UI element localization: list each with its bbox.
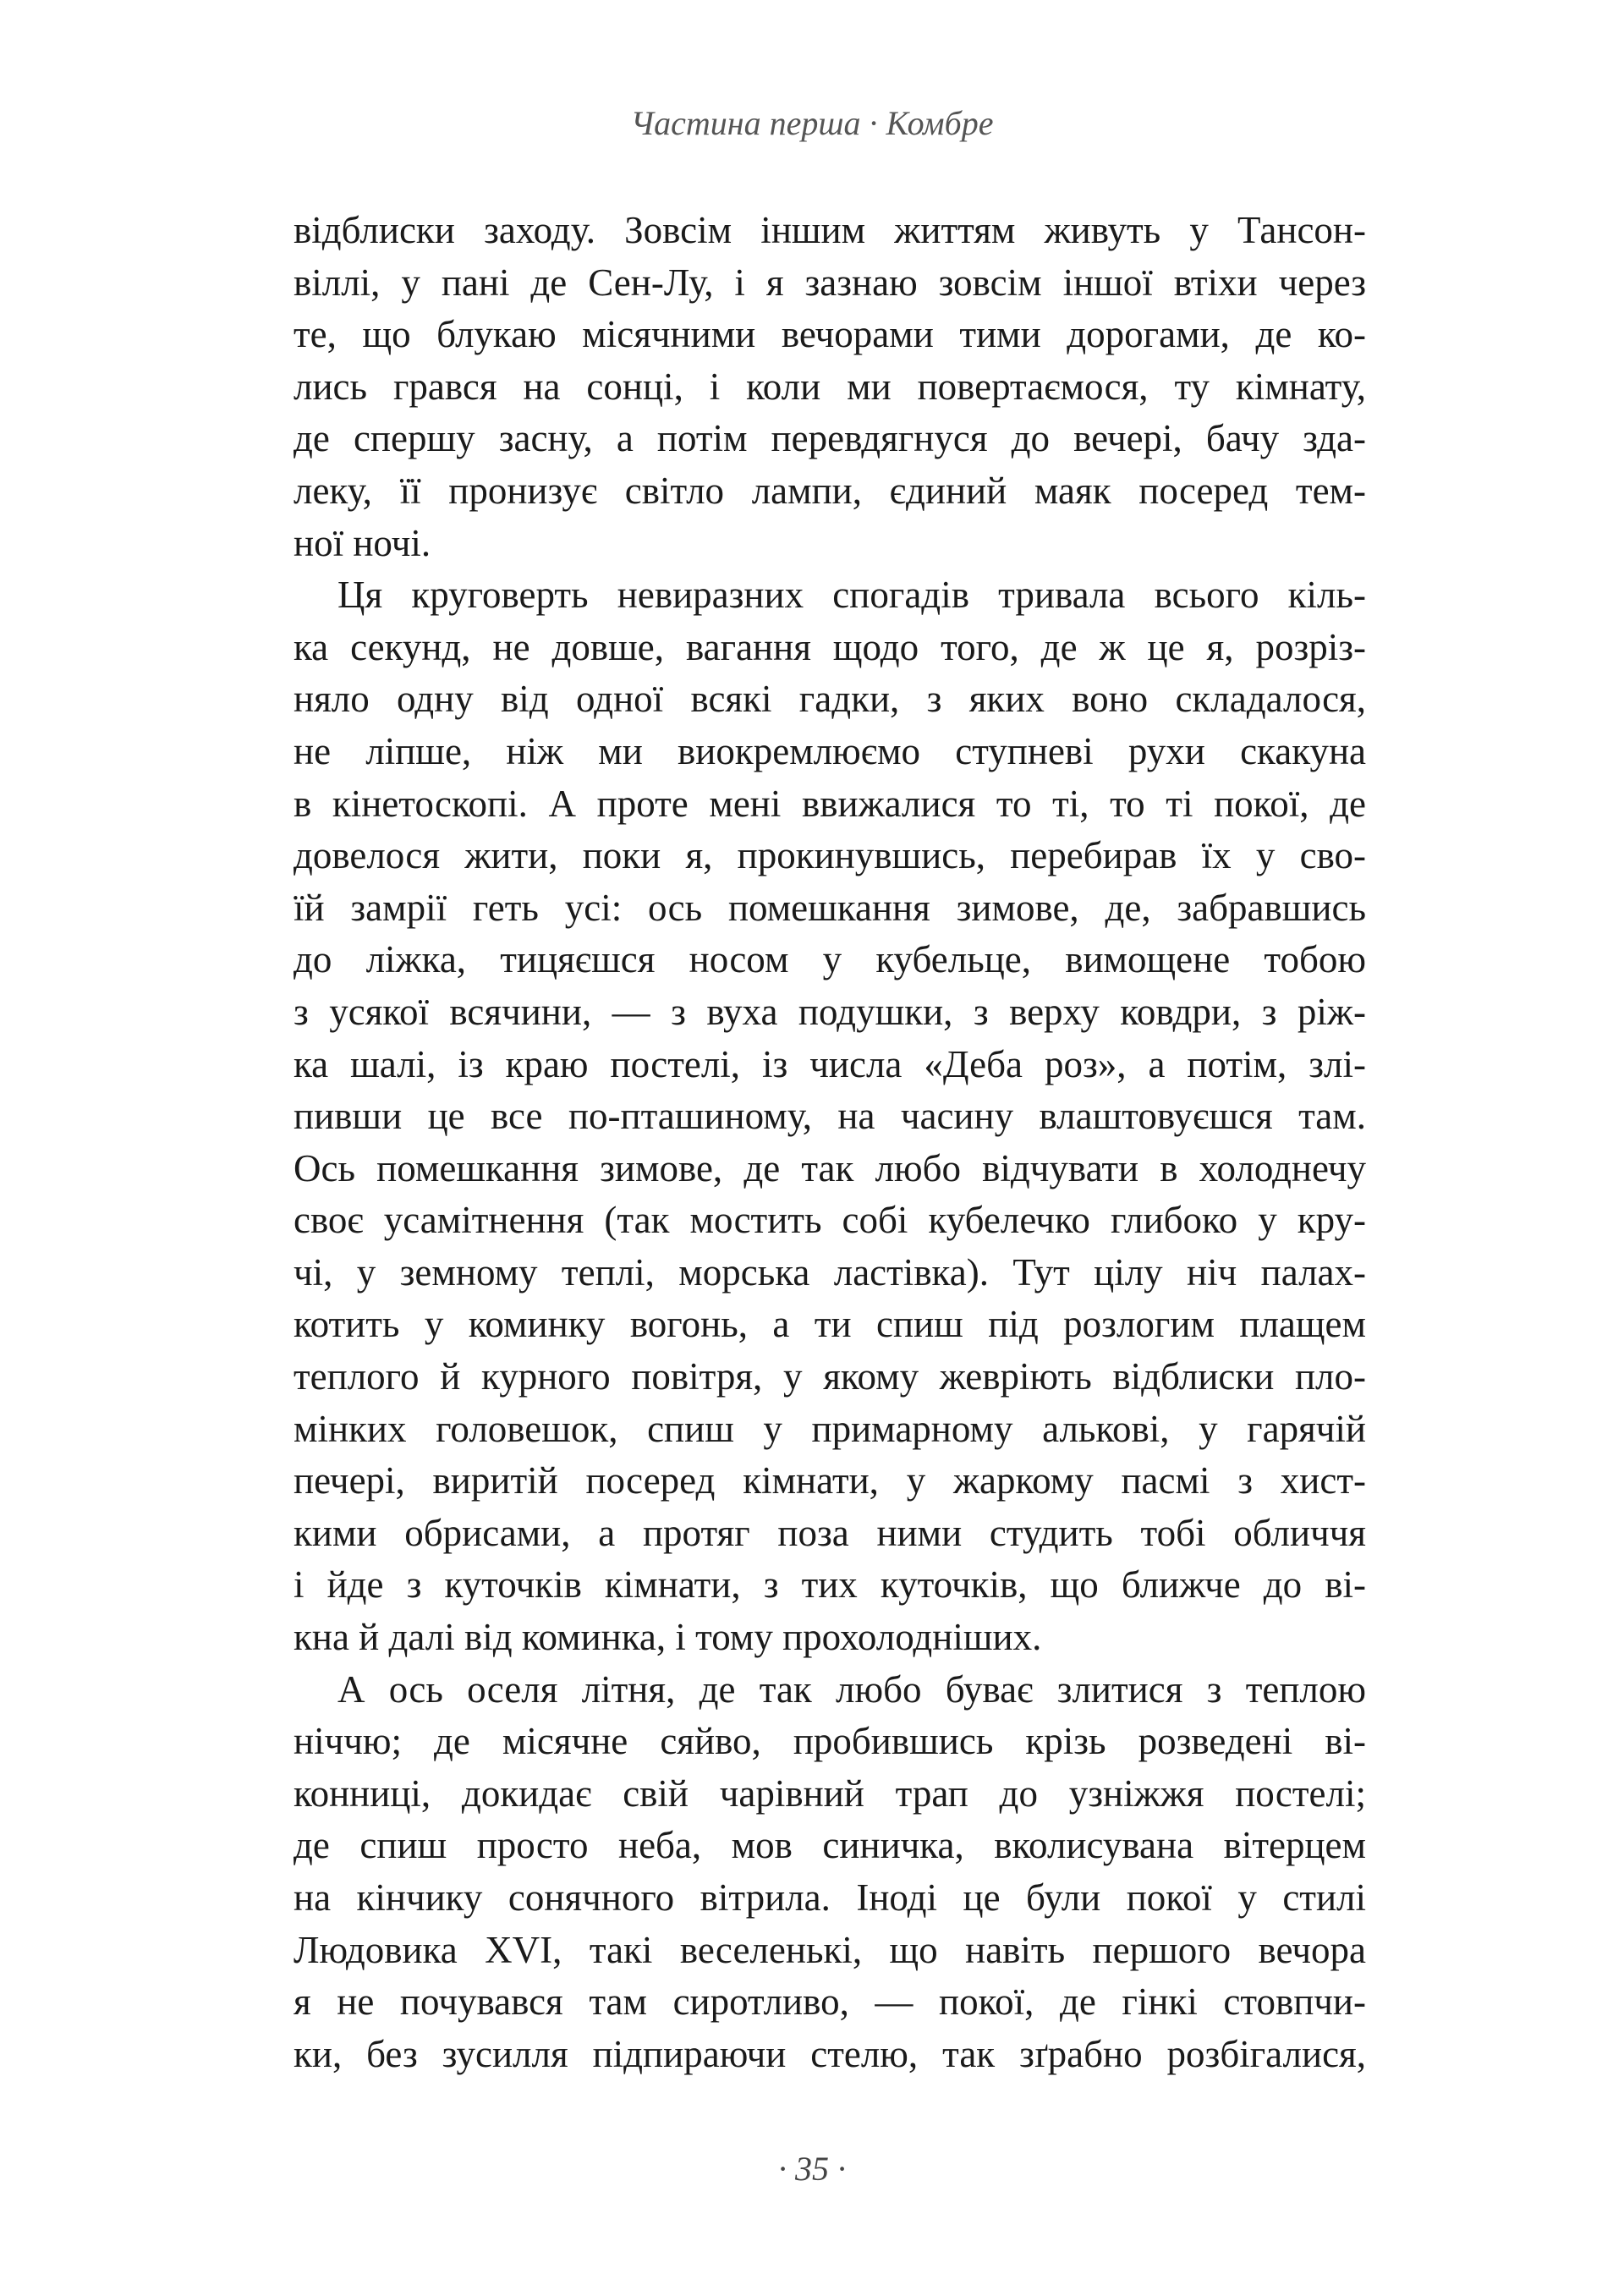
text-line: ка шалі, із краю постелі, із числа «Деба роз», а потім, злі- bbox=[294, 1042, 1366, 1085]
text-line: теплого й курного повітря, у якому жевріють відблиски пло- bbox=[294, 1355, 1366, 1398]
text-line: ка секунд, не довше, вагання щодо того, де ж це я, розріз- bbox=[294, 625, 1366, 668]
text-line: і йде з куточків кімнати, з тих куточків, що ближче до ві- bbox=[294, 1563, 1366, 1607]
text-line: А ось оселя літня, де так любо буває злитися з теплою bbox=[337, 1667, 1366, 1711]
text-line: Ось помешкання зимове, де так любо відчувати в холоднечу bbox=[294, 1146, 1366, 1189]
running-head: Частина перша · Комбре bbox=[630, 104, 994, 142]
text-line: відблиски заходу. Зовсім іншим життям живуть у Тансон- bbox=[294, 209, 1366, 251]
text-line: няло одну від одної всякі гадки, з яких воно складалося, bbox=[294, 678, 1366, 721]
page-number: · 35 · bbox=[778, 2150, 846, 2188]
text-line: віллі, у пані де Сен-Лу, і я зазнаю зовсім іншої втіхи через bbox=[294, 261, 1366, 304]
text-line: пивши це все по-пташиному, на часину влаштовуєшся там. bbox=[294, 1095, 1366, 1138]
text-line: не ліпше, ніж ми виокремлюємо ступневі рухи скакуна bbox=[294, 729, 1366, 772]
text-line: в кінетоскопі. А проте мені ввижалися то ті, то ті покої, де bbox=[294, 782, 1366, 825]
text-line: мінких головешок, спиш у примарному алькові, у гарячій bbox=[294, 1407, 1366, 1450]
text-line: чі, у земному теплі, морська ластівка). Тут цілу ніч палах- bbox=[294, 1250, 1366, 1294]
text-line: ної ночі. bbox=[294, 521, 431, 564]
text-line: довелося жити, поки я, прокинувшись, перебирав їх у сво- bbox=[294, 834, 1366, 877]
text-line: Ця круговерть невиразних спогадів тривала всього кіль- bbox=[337, 574, 1366, 617]
text-line: те, що блукаю місячними вечорами тими дорогами, де ко- bbox=[294, 313, 1366, 356]
text-line: леку, її пронизує світло лампи, єдиний маяк посеред тем- bbox=[294, 469, 1366, 512]
text-line: кими обрисами, а протяг поза ними студить тобі обличчя bbox=[294, 1511, 1366, 1554]
text-line: печері, виритій посеред кімнати, у жаркому пасмі з хист- bbox=[294, 1459, 1366, 1502]
text-line: їй замрії геть усі: ось помешкання зимове, де, забравшись bbox=[294, 886, 1366, 929]
text-line: на кінчику сонячного вітрила. Іноді це були покої у стилі bbox=[294, 1876, 1366, 1919]
text-line: я не почувався там сиротливо, — покої, де гінкі стовпчи- bbox=[294, 1980, 1366, 2024]
text-line: конниці, докидає свій чарівний трап до узніжжя постелі; bbox=[294, 1771, 1366, 1815]
text-line: де спиш просто неба, мов синичка, вколисувана вітерцем bbox=[294, 1824, 1366, 1867]
text-line: кна й далі від коминка, і тому прохолодніших. bbox=[294, 1616, 1042, 1659]
text-line: своє усамітнення (так мостить собі кубелечко глибоко у кру- bbox=[294, 1199, 1366, 1242]
text-line: де спершу засну, а потім перевдягнуся до вечері, бачу зда- bbox=[294, 417, 1366, 460]
text-line: лись грався на сонці, і коли ми повертаємося, ту кімнату, bbox=[294, 365, 1366, 408]
text-line: ніччю; де місячне сяйво, пробившись крізь розведені ві- bbox=[294, 1720, 1366, 1763]
text-line: ки, без зусилля підпираючи стелю, так зґрабно розбігалися, bbox=[294, 2032, 1366, 2075]
text-line: котить у коминку вогонь, а ти спиш під розлогим плащем bbox=[294, 1303, 1366, 1346]
text-line: з усякої всячини, — з вуха подушки, з верху ковдри, з ріж- bbox=[294, 990, 1366, 1033]
text-line: Людовика XVI, такі веселенькі, що навіть першого вечора bbox=[294, 1928, 1366, 1971]
text-line: до ліжка, тицяєшся носом у кубельце, вимощене тобою bbox=[294, 938, 1366, 981]
body-text bbox=[294, 205, 1366, 2080]
